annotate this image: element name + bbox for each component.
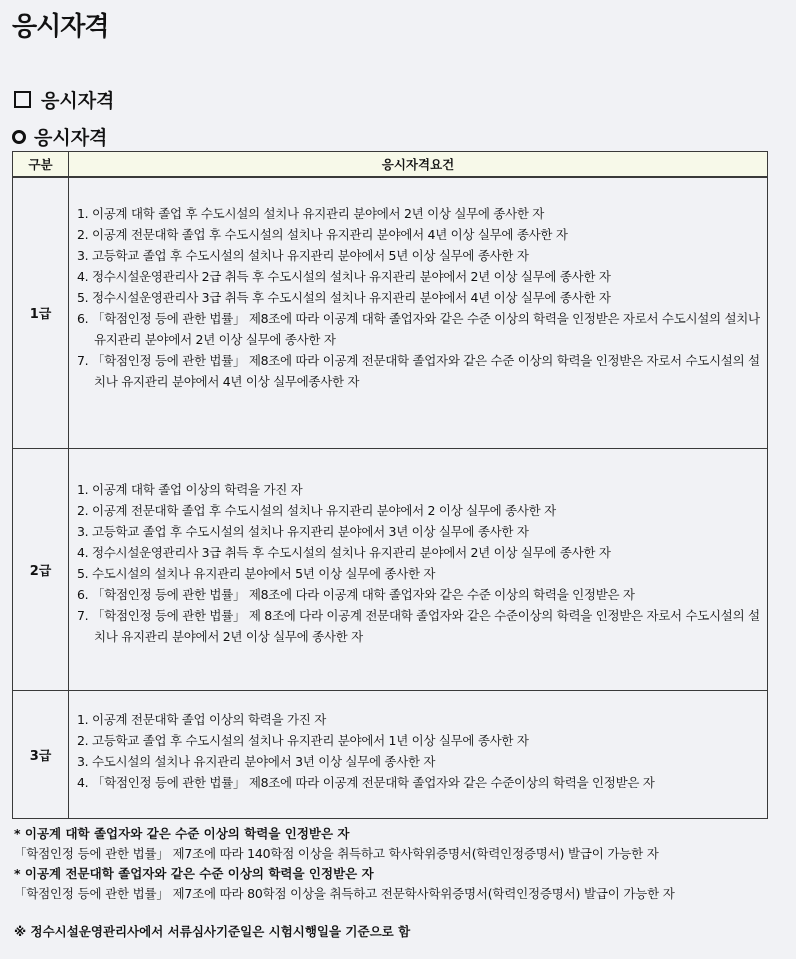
list-item: 1. 이공계 대학 졸업 후 수도시설의 설치나 유지관리 분야에서 2년 이상 실무에 종사한 자 bbox=[77, 206, 545, 221]
list-item: 4. 「학점인정 등에 관한 법률」 제8조에 따라 이공계 전문대학 졸업자와 같은 수준이상의 학력을 인정받은 자 bbox=[77, 774, 655, 790]
note-body: 「학점인정 등에 관한 법률」 제7조에 따라 80학점 이상을 취득하고 전문학사학위증명서(학력인정증명서) 발급이 가능한 자 bbox=[14, 886, 675, 901]
list-item: 2. 이공계 전문대학 졸업 후 수도시설의 설치나 유지관리 분야에서 2 이상 실무에 종사한 자 bbox=[77, 502, 556, 518]
list-item: 1. 이공계 전문대학 졸업 이상의 학력을 가진 자 bbox=[77, 711, 326, 727]
list-item: 3. 고등학교 졸업 후 수도시설의 설치나 유지관리 분야에서 3년 이상 실무에 종사한 자 bbox=[77, 523, 529, 539]
requirements-cell bbox=[69, 690, 768, 818]
circle-bullet-icon bbox=[12, 130, 26, 144]
requirements-cell bbox=[69, 177, 768, 448]
table-header-row bbox=[13, 152, 768, 178]
column-header-grade: 구분 bbox=[13, 152, 69, 178]
column-header-requirements: 응시자격요건 bbox=[69, 152, 768, 178]
requirements-list bbox=[77, 709, 761, 793]
requirements-cell bbox=[69, 448, 768, 690]
notes bbox=[14, 824, 789, 904]
list-item: 4. 정수시설운영관리사 2급 취득 후 수도시설의 설치나 유지관리 분야에서 2년 이상 실무에 종사한 자 bbox=[77, 269, 611, 284]
list-item: 2. 이공계 전문대학 졸업 후 수도시설의 설치나 유지관리 분야에서 4년 이상 실무에 종사한 자 bbox=[77, 227, 568, 242]
list-item: 6. 「학점인정 등에 관한 법률」 제8조에 따라 이공계 대학 졸업자와 같은 수준 이상의 학력을 인정받은 자로서 수도시설의 설치나 유지관리 분야에서 2년 이상 실무에 종사한 자 bbox=[77, 311, 760, 347]
list-item: 2. 고등학교 졸업 후 수도시설의 설치나 유지관리 분야에서 1년 이상 실무에 종사한 자 bbox=[77, 732, 529, 748]
requirements-list bbox=[77, 479, 761, 647]
page-title: 응시자격 bbox=[12, 12, 109, 42]
grade-label: 2급 bbox=[13, 448, 69, 690]
note-body: 「학점인정 등에 관한 법률」 제7조에 따라 140학점 이상을 취득하고 학사학위증명서(학력인정증명서) 발급이 가능한 자 bbox=[14, 846, 659, 861]
grade-label: 1급 bbox=[13, 177, 69, 448]
grade-label: 3급 bbox=[13, 690, 69, 818]
table-row-grade-2 bbox=[13, 448, 768, 690]
list-item: 1. 이공계 대학 졸업 이상의 학력을 가진 자 bbox=[77, 481, 303, 497]
sub-heading bbox=[12, 123, 107, 150]
square-bullet-icon bbox=[14, 91, 31, 108]
list-item: 7. 「학점인정 등에 관한 법률」 제8조에 따라 이공계 전문대학 졸업자와 같은 수준 이상의 학력을 인정받은 자로서 수도시설의 설치나 유지관리 분야에서 4년 이상 실무에종사한 자 bbox=[77, 353, 760, 389]
final-note: ※ 정수시설운영관리사에서 서류심사기준일은 시험시행일을 기준으로 함 bbox=[14, 924, 411, 939]
list-item: 4. 정수시설운영관리사 3급 취득 후 수도시설의 설치나 유지관리 분야에서 2년 이상 실무에 종사한 자 bbox=[77, 544, 611, 560]
list-item: 5. 수도시설의 설치나 유지관리 분야에서 5년 이상 실무에 종사한 자 bbox=[77, 565, 436, 581]
table-row-grade-3 bbox=[13, 690, 768, 818]
list-item: 6. 「학점인정 등에 관한 법률」 제8조에 다라 이공계 대학 졸업자와 같은 수준 이상의 학력을 인정받은 자 bbox=[77, 586, 635, 602]
section-heading bbox=[14, 86, 114, 113]
requirements-list bbox=[77, 203, 761, 392]
list-item: 7. 「학점인정 등에 관한 법률」 제 8조에 다라 이공계 전문대학 졸업자와 같은 수준이상의 학력을 인정받은 자로서 수도시설의 설치나 유지관리 분야에서 2년 이상 실무에 종사한 자 bbox=[77, 607, 760, 644]
list-item: 3. 고등학교 졸업 후 수도시설의 설치나 유지관리 분야에서 5년 이상 실무에 종사한 자 bbox=[77, 248, 529, 263]
section-heading-text: 응시자격 bbox=[41, 90, 115, 112]
qualification-table bbox=[12, 151, 768, 819]
note-heading: * 이공계 전문대학 졸업자와 같은 수준 이상의 학력을 인정받은 자 bbox=[14, 866, 374, 881]
sub-heading-text: 응시자격 bbox=[34, 127, 108, 149]
note-heading: * 이공계 대학 졸업자와 같은 수준 이상의 학력을 인정받은 자 bbox=[14, 826, 350, 841]
list-item: 3. 수도시설의 설치나 유지관리 분야에서 3년 이상 실무에 종사한 자 bbox=[77, 753, 436, 769]
list-item: 5. 정수시설운영관리사 3급 취득 후 수도시설의 설치나 유지관리 분야에서 4년 이상 실무에 종사한 자 bbox=[77, 290, 611, 305]
table-row-grade-1 bbox=[13, 177, 768, 448]
